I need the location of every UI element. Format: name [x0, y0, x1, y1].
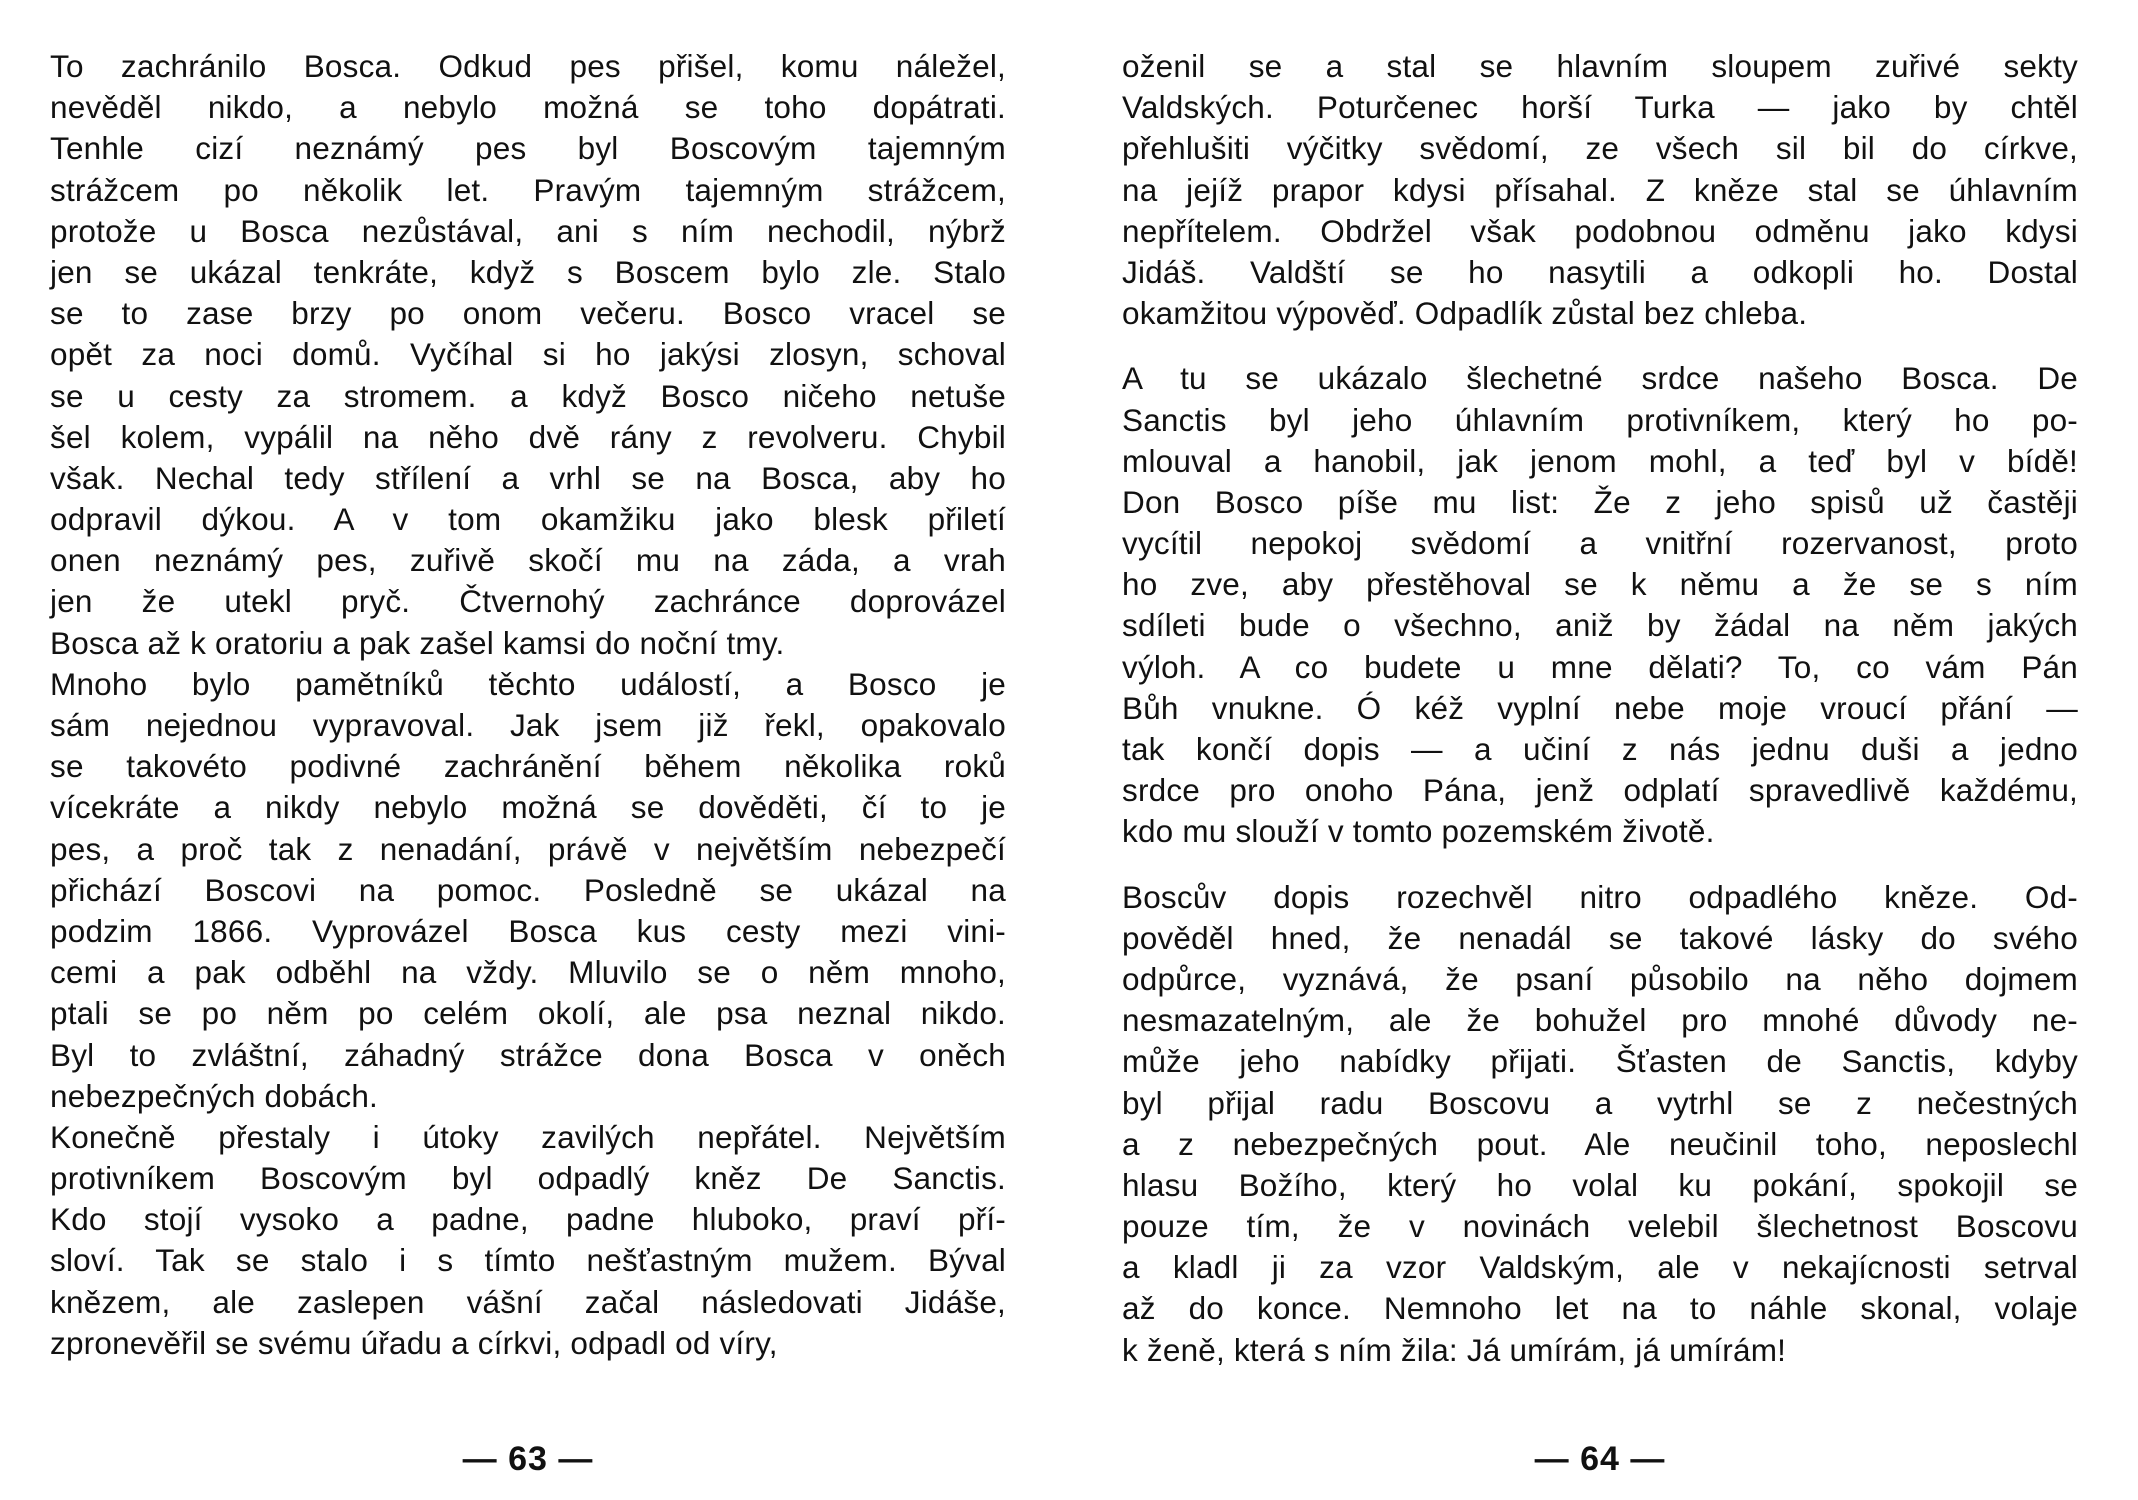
text-line: To zachránilo Bosca. Odkud pes přišel, komu náležel,	[50, 48, 1006, 84]
text-line: okamžitou výpověď. Odpadlík zůstal bez chleba.	[1122, 295, 1808, 332]
text-line: sám nejednou vypravoval. Jak jsem již řekl, opakovalo	[50, 707, 1006, 743]
text-line: se takovéto podivné zachránění během několika roků	[50, 748, 1006, 785]
text-line: může jeho nabídky přijati. Šťasten de Sanctis, kdyby	[1122, 1043, 2078, 1080]
text-line: Valdských. Poturčenec horší Turka — jako by chtěl	[1122, 89, 2078, 126]
left-page-text	[50, 46, 1006, 1364]
text-line: opět za noci domů. Vyčíhal si ho jakýsi zlosyn, schoval	[50, 336, 1006, 373]
paragraph-gap	[1122, 334, 2078, 358]
text-line: nesmazatelným, ale že bohužel pro mnohé důvody ne-	[1122, 1002, 2078, 1039]
text-line: Boscův dopis rozechvěl nitro odpadlého kněze. Od-	[1122, 878, 2078, 915]
text-line: vícekráte a nikdy nebylo možná se dověděti, čí to je	[50, 789, 1006, 826]
text-line: ptali se po něm po celém okolí, ale psa neznal nikdo.	[50, 995, 1006, 1032]
text-line: protože u Bosca nezůstával, ani s ním nechodil, nýbrž	[50, 212, 1006, 249]
text-line: Mnoho bylo pamětníků těchto událostí, a Bosco je	[50, 665, 1006, 702]
text-line: Kdo stojí vysoko a padne, padne hluboko, praví pří-	[50, 1201, 1006, 1238]
text-line: na jejíž prapor kdysi přísahal. Z kněze stal se úhlavním	[1122, 171, 2078, 208]
text-line: hlasu Božího, který ho volal ku pokání, spokojil se	[1122, 1166, 2078, 1203]
page-64	[1122, 46, 2078, 1486]
text-line: se u cesty za stromem. a když Bosco ničeho netuše	[50, 377, 1006, 414]
text-line: odpravil dýkou. A v tom okamžiku jako blesk přiletí	[50, 501, 1006, 538]
paragraph	[1122, 358, 2078, 852]
text-line: a z nebezpečných pout. Ale neučinil toho, neposlechl	[1122, 1125, 2078, 1162]
page-63	[50, 46, 1006, 1486]
text-line: a kladl ji za vzor Valdským, ale v nekajícnosti setrval	[1122, 1249, 2078, 1286]
text-line: cemi a pak odběhl na vždy. Mluvilo se o něm mnoho,	[50, 954, 1006, 991]
text-line: strážcem po několik let. Pravým tajemným strážcem,	[50, 171, 1006, 208]
paragraph-gap	[1122, 853, 2078, 877]
text-line: šel kolem, vypálil na něho dvě rány z revolveru. Chybil	[50, 418, 1006, 455]
paragraph	[1122, 46, 2078, 334]
text-line: zpronevěřil se svému úřadu a církvi, odpadl od víry,	[50, 1324, 778, 1361]
text-line: pouze tím, že v novinách velebil šlechetnost Boscovu	[1122, 1208, 2078, 1245]
text-line: Tenhle cizí neznámý pes byl Boscovým tajemným	[50, 130, 1006, 167]
text-line: byl přijal radu Boscovu a vytrhl se z nečestných	[1122, 1084, 2078, 1121]
text-line: jen se ukázal tenkráte, když s Boscem bylo zle. Stalo	[50, 253, 1006, 290]
text-line: Bůh vnukne. Ó kéž vyplní nebe moje vroucí přání —	[1122, 689, 2078, 726]
text-line: sloví. Tak se stalo i s tímto nešťastným mužem. Býval	[50, 1242, 1006, 1279]
text-line: podzim 1866. Vyprovázel Bosca kus cesty mezi vini-	[50, 912, 1006, 949]
text-line: až do konce. Nemnoho let na to náhle skonal, volaje	[1122, 1290, 2078, 1327]
text-line: mlouval a hanobil, jak jenom mohl, a teď byl v bídě!	[1122, 442, 2078, 479]
text-line: Sanctis byl jeho úhlavním protivníkem, který ho po-	[1122, 401, 2078, 438]
text-line: srdce pro onoho Pána, jenž odplatí spravedlivě každému,	[1122, 772, 2078, 809]
text-line: ho zve, aby přestěhoval se k němu a že se s ním	[1122, 566, 2078, 603]
text-line: protivníkem Boscovým byl odpadlý kněz De Sanctis.	[50, 1160, 1006, 1197]
text-line: Don Bosco píše mu list: Že z jeho spisů už častěji	[1122, 483, 2078, 520]
text-line: tak končí dopis — a učiní z nás jednu duši a jedno	[1122, 731, 2078, 767]
text-line: nepřítelem. Obdržel však podobnou odměnu jako kdysi	[1122, 212, 2078, 249]
paragraph	[1122, 877, 2078, 1371]
text-line: výloh. A co budete u mne dělati? To, co vám Pán	[1122, 648, 2078, 685]
text-line: se to zase brzy po onom večeru. Bosco vracel se	[50, 295, 1006, 332]
page-number-63: — 63 —	[462, 1440, 594, 1478]
text-line: jen že utekl pryč. Čtvernohý zachránce doprovázel	[50, 583, 1006, 620]
text-line: přehlušiti výčitky svědomí, ze všech sil bil do církve,	[1122, 130, 2078, 167]
right-page-text	[1122, 46, 2078, 1371]
text-line: Konečně přestaly i útoky zavilých nepřátel. Největším	[50, 1118, 1006, 1155]
text-line: pes, a proč tak z nenadání, právě v největším nebezpečí	[50, 830, 1006, 867]
text-line: k ženě, která s ním žila: Já umírám, já umírám!	[1122, 1331, 1787, 1368]
text-line: přichází Boscovi na pomoc. Posledně se ukázal na	[50, 871, 1006, 908]
text-line: pověděl hned, že nenadál se takové lásky do svého	[1122, 919, 2078, 956]
text-line: oženil se a stal se hlavním sloupem zuřivé sekty	[1122, 48, 2078, 84]
text-line: onen neznámý pes, zuřivě skočí mu na záda, a vrah	[50, 542, 1006, 579]
text-line: sdíleti bude o všechno, aniž by žádal na něm jakých	[1122, 607, 2078, 644]
text-line: A tu se ukázalo šlechetné srdce našeho Bosca. De	[1122, 360, 2078, 397]
text-line: vycítil nepokoj svědomí a vnitřní rozervanost, proto	[1122, 525, 2078, 562]
text-line: knězem, ale zaslepen vášní začal následovati Jidáše,	[50, 1283, 1006, 1320]
text-line: nebezpečných dobách.	[50, 1077, 378, 1114]
text-line: Bosca až k oratoriu a pak zašel kamsi do noční tmy.	[50, 624, 785, 661]
page-number-64: — 64 —	[1534, 1440, 1666, 1478]
text-line: však. Nechal tedy střílení a vrhl se na Bosca, aby ho	[50, 459, 1006, 496]
text-line: kdo mu slouží v tomto pozemském životě.	[1122, 813, 1715, 850]
text-line: odpůrce, vyznává, že psaní působilo na něho dojmem	[1122, 960, 2078, 997]
text-line: Byl to zvláštní, záhadný strážce dona Bosca v oněch	[50, 1036, 1006, 1073]
text-line: nevěděl nikdo, a nebylo možná se toho dopátrati.	[50, 89, 1006, 126]
text-line: Jidáš. Valdští se ho nasytili a odkopli ho. Dostal	[1122, 253, 2078, 290]
